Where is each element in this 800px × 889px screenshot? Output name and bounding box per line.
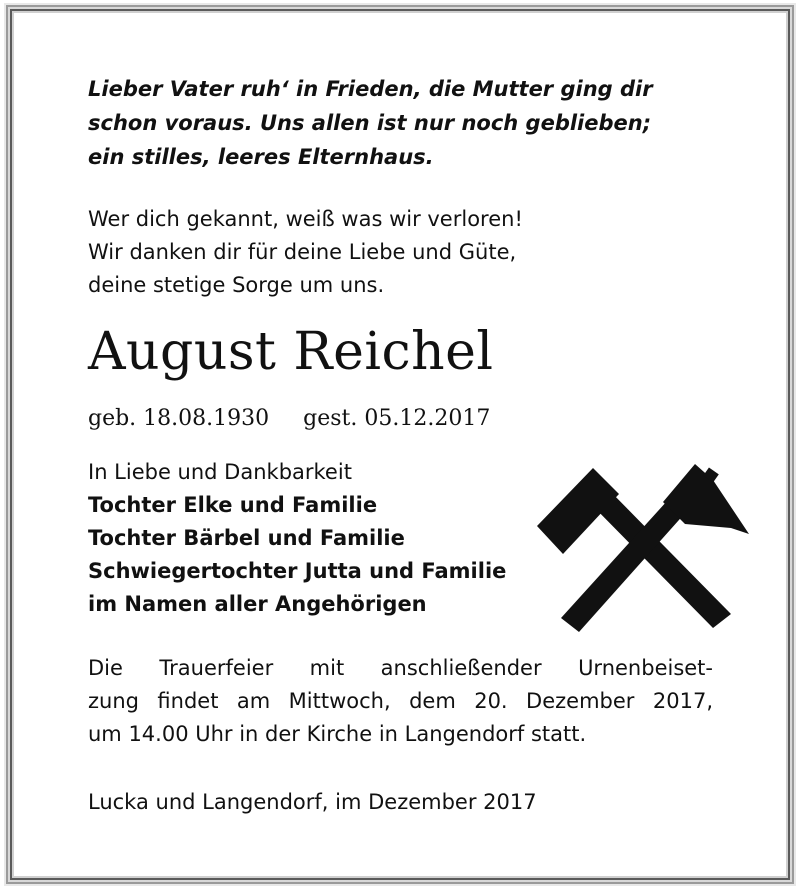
birth-date: geb. 18.08.1930 bbox=[88, 406, 270, 431]
mourners-intro: In Liebe und Dankbarkeit bbox=[88, 460, 352, 484]
deceased-name: August Reichel bbox=[88, 322, 494, 382]
mourner-line: Tochter Elke und Familie bbox=[88, 493, 378, 517]
mourner-line: im Namen aller Angehörigen bbox=[88, 592, 427, 616]
mourners bbox=[88, 456, 506, 621]
place-and-date: Lucka und Langendorf, im Dezember 2017 bbox=[88, 790, 537, 814]
thanks-line: deine stetige Sorge um uns. bbox=[88, 273, 385, 297]
death-date: gest. 05.12.2017 bbox=[303, 406, 491, 431]
verse-line: schon voraus. Uns allen ist nur noch geblieben; bbox=[88, 111, 652, 135]
thanks-line: Wer dich gekannt, weiß was wir verloren! bbox=[88, 207, 523, 231]
service-info bbox=[88, 652, 713, 751]
service-line: um 14.00 Uhr in der Kirche in Langendorf statt. bbox=[88, 722, 587, 746]
life-dates bbox=[88, 403, 490, 435]
verse-line: Lieber Vater ruh‘ in Frieden, die Mutter ging dir bbox=[88, 77, 653, 101]
mourner-line: Tochter Bärbel und Familie bbox=[88, 526, 405, 550]
mourner-line: Schwiegertochter Jutta und Familie bbox=[88, 559, 507, 583]
thanks-line: Wir danken dir für deine Liebe und Güte, bbox=[88, 240, 517, 264]
verse-line: ein stilles, leeres Elternhaus. bbox=[88, 145, 434, 169]
memorial-verse bbox=[88, 72, 708, 174]
thanks-text bbox=[88, 203, 523, 302]
service-line: Die Trauerfeier mit anschließender Urnenbeiset- bbox=[88, 656, 713, 680]
service-line: zung findet am Mittwoch, dem 20. Dezember 2017, bbox=[88, 689, 713, 713]
hammer-and-pick-icon bbox=[535, 462, 750, 642]
